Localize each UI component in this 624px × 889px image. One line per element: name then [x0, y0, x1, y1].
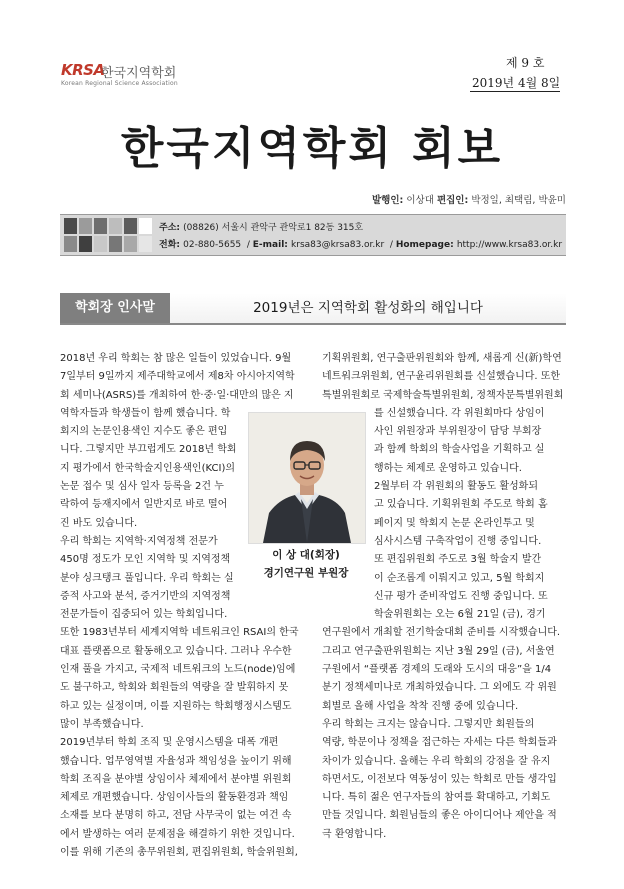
right-line: 그리고 연구출판위원회는 지난 3월 29일 (금), 서울연 [322, 645, 555, 657]
address-line: 주소: (08826) 서울시 관악구 관악로1 82동 315호 [159, 223, 364, 233]
right-line: 2월부터 각 위원회의 활동도 활성화되 [374, 481, 538, 493]
right-line: 이 순조롭게 이뤄지고 있고, 5월 학회지 [374, 572, 545, 584]
left-line: 우리 학회는 지역학·지역정책 전문가 [60, 535, 218, 547]
left-line: 체제로 개편했습니다. 상임이사들의 활동환경과 책임 [60, 792, 289, 804]
right-line: 우리 학회는 크지는 않습니다. 그렇지만 회원들의 [322, 718, 535, 730]
left-line: 진 바도 있습니다. [60, 517, 138, 529]
right-line: 과 함께 학회의 학술사업을 기획하고 실 [374, 444, 545, 456]
logo-mark: KRSA [61, 61, 105, 79]
left-line: 지 평가에서 한국학술지인용색인(KCI)의 [60, 462, 236, 474]
contact-band [60, 214, 566, 256]
left-line: 이를 위해 기존의 총무위원회, 편집위원회, 학술위원회, [60, 847, 298, 859]
president-photo [248, 412, 366, 544]
address-text: (08826) 서울시 관악구 관악로1 82동 315호 [183, 223, 364, 233]
left-line: 450명 정도가 모인 지역학 및 지역정책 [60, 554, 231, 566]
left-line: 또한 1983년부터 세계지역학 네트워크인 RSAI의 한국 [60, 627, 299, 639]
logo-english: Korean Regional Science Association [61, 80, 178, 87]
right-line: 하면서도, 이전보다 역동성이 있는 학회로 만들 생각입 [322, 773, 557, 785]
right-line: 구원에서 “플랫폼 경제의 도래와 도시의 대응”을 1/4 [322, 664, 552, 676]
left-line: 학회 조직을 분야별 상임이사 체제에서 분야별 위원회 [60, 773, 292, 785]
left-line: 소재를 보다 분명히 하고, 전담 사무국이 없는 여건 속 [60, 810, 292, 822]
right-line: 페이지 및 학회지 논문 온라인투고 및 [374, 517, 535, 529]
left-line: 인재 풀을 가지고, 국제적 네트워크의 노드(node)임에 [60, 664, 296, 676]
right-line: 신규 평가 준비작업도 진행 중입니다. 또 [374, 590, 548, 602]
section-tag: 학회장 인사말 [60, 293, 170, 323]
left-line: 2019년부터 학회 조직 및 운영시스템을 대폭 개편 [60, 737, 279, 749]
right-line: 고 있습니다. 기획위원회 주도로 학회 홈 [374, 499, 548, 511]
right-line: 역량, 학문이나 정책을 접근하는 자세는 다른 학회들과 [322, 737, 557, 749]
right-line: 특별위원회로 국제학술특별위원회, 정책자문특별위원회 [322, 389, 564, 401]
address-label: 주소 [159, 223, 177, 233]
left-line: 7일부터 9일까지 제주대학교에서 제8차 아시아지역학 [60, 371, 295, 383]
right-line: 행하는 체제로 운영하고 있습니다. [374, 462, 522, 474]
left-line: 논문 접수 및 심사 일자 등록을 2건 누 [60, 481, 224, 493]
email-label: E-mail [252, 240, 285, 250]
contact-line: 전화: 02-880-5655 / E-mail: krsa83@krsa83.or.kr / Homepage: http://www.krsa83.or.kr [159, 240, 563, 250]
homepage-link[interactable]: http://www.krsa83.or.kr [456, 240, 563, 250]
left-line: 락하여 등재지에서 일반지로 바로 떨어 [60, 499, 228, 511]
right-line: 차이가 있습니다. 올해는 우리 학회의 강점을 잘 유지 [322, 755, 551, 767]
left-line: 회지의 논문인용색인 지수도 좋은 편입 [60, 426, 228, 438]
photo-caption-title: 경기연구원 부원장 [263, 567, 349, 579]
right-line: 회별로 올해 사업을 착착 진행 중에 있습니다. [322, 700, 519, 712]
article-title: 2019년은 지역학회 활성화의 해입니다 [170, 293, 566, 323]
portrait-illustration [249, 413, 365, 543]
left-line: 도 불구하고, 학회와 회원들의 역량을 잘 발휘하지 못 [60, 682, 289, 694]
issue-divider [470, 91, 560, 92]
left-line: 대표 플랫폼으로 활동해오고 있습니다. 그러나 우수한 [60, 645, 292, 657]
right-line: 또 편집위원회 주도로 3월 학술지 발간 [374, 554, 542, 566]
left-line: 증적 사고와 분석, 증거기반의 지역정책 [60, 590, 231, 602]
phone-label: 전화 [159, 240, 177, 250]
photo-caption-name: 이 상 대(회장) [272, 549, 340, 561]
editor-names: 박정일, 최택림, 박윤미 [471, 195, 566, 206]
publisher-label: 발행인 [372, 195, 400, 206]
left-line: 회 세미나(ASRS)를 개최하여 한·중·일·대만의 많은 지 [60, 389, 294, 401]
newsletter-title: 한국지역학회 회보 [120, 123, 504, 174]
left-line: 하고 있는 실정이며, 이를 지원하는 학회행정시스템도 [60, 700, 292, 712]
right-line: 연구원에서 개최할 전기학술대회 준비를 시작했습니다. [322, 627, 561, 639]
left-line: 했습니다. 업무영역별 자율성과 책임성을 높이기 위해 [60, 755, 292, 767]
issue-number: 제 9 호 [506, 56, 545, 70]
phone-number: 02-880-5655 [183, 240, 242, 250]
section-header [60, 293, 566, 325]
right-line: 를 신설했습니다. 각 위원회마다 상임이 [374, 407, 545, 419]
right-line: 극 환영합니다. [322, 828, 387, 840]
right-line: 기획위원회, 연구출판위원회와 함께, 새롭게 신(新)학연 [322, 353, 562, 364]
publisher-line: 발행인: 이상대 편집인: 박정일, 최택림, 박윤미 [372, 195, 566, 206]
left-line: 역학자들과 학생들이 함께 했습니다. 학 [60, 407, 231, 419]
right-line: 만들 것입니다. 회원님들의 좋은 아이디어나 제안을 적 [322, 810, 557, 822]
right-line: 분기 정책세미나로 개최하였습니다. 그 외에도 각 위원 [322, 682, 557, 694]
right-line: 니다. 특히 젊은 연구자들의 참여를 확대하고, 기회도 [322, 792, 551, 804]
logo-name: 한국지역학회 [101, 66, 177, 81]
left-line: 전문가들이 집중되어 있는 학회입니다. [60, 609, 228, 621]
right-line: 학술위원회는 오는 6월 21일 (금), 경기 [374, 609, 546, 621]
left-line: 많이 부족했습니다. [60, 718, 144, 730]
left-line: 에서 발생하는 여러 문제점을 해결하기 위한 것입니다. [60, 828, 295, 840]
left-line: 분야 싱크탱크 풀입니다. 우리 학회는 실 [60, 572, 234, 584]
right-line: 심사시스템 구축작업이 진행 중입니다. [374, 535, 542, 547]
left-line: 니다. 그렇지만 부끄럽게도 2018년 학회 [60, 444, 237, 456]
left-line: 2018년 우리 학회는 참 많은 일들이 있었습니다. 9월 [60, 353, 292, 364]
issue-date: 2019년 4월 8일 [472, 76, 561, 90]
right-line: 사인 위원장과 부위원장이 담당 부회장 [374, 426, 542, 438]
right-line: 네트워크위원회, 연구윤리위원회를 신설했습니다. 또한 [322, 371, 561, 383]
publisher-name: 이상대 [406, 195, 434, 206]
homepage-label: Homepage [395, 240, 451, 250]
email-link[interactable]: krsa83@krsa83.or.kr [291, 240, 385, 250]
editor-label: 편집인 [436, 195, 465, 206]
